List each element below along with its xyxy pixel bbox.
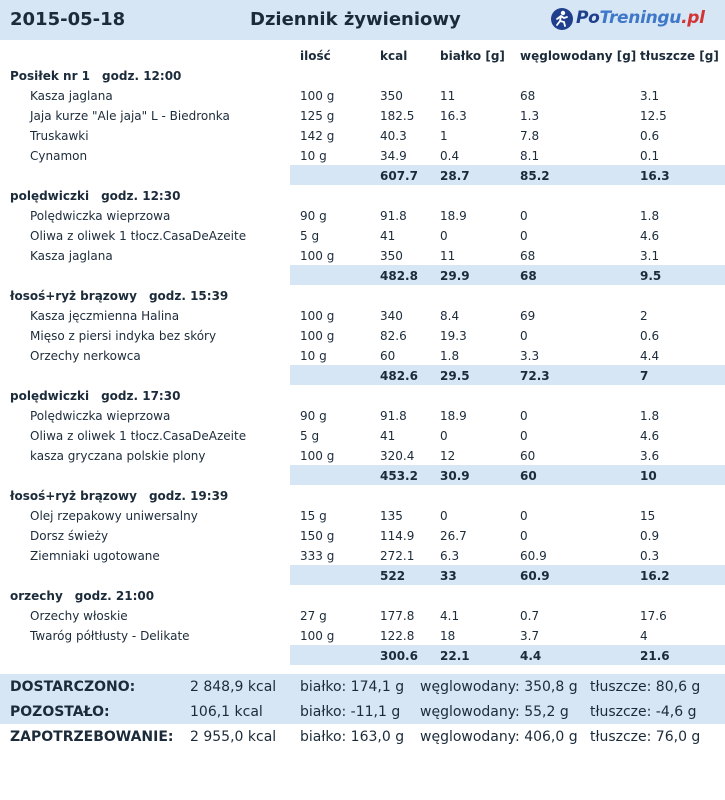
meal-header xyxy=(0,385,725,405)
summary-fat: tłuszcze: -4,6 g xyxy=(590,704,697,720)
food-protein: 16.3 xyxy=(440,109,467,123)
meal-header xyxy=(0,285,725,305)
column-carbs: węglowodany [g] xyxy=(520,49,637,63)
meal-header xyxy=(0,65,725,85)
food-fat: 4.6 xyxy=(640,229,660,243)
food-row[interactable] xyxy=(0,445,725,465)
total-kcal: 607.7 xyxy=(380,169,418,183)
food-protein: 26.7 xyxy=(440,529,467,543)
food-carbs: 3.7 xyxy=(520,629,540,643)
meal-time: godz. 12:00 xyxy=(102,69,182,83)
meal-header xyxy=(0,485,725,505)
food-row[interactable] xyxy=(0,625,725,645)
food-row[interactable] xyxy=(0,505,725,525)
summary-label: DOSTARCZONO: xyxy=(10,679,136,695)
food-name: Kasza jaglana xyxy=(30,89,113,103)
food-row[interactable] xyxy=(0,525,725,545)
food-qty: 10 g xyxy=(300,149,327,163)
food-fat: 4 xyxy=(640,629,648,643)
runner-icon xyxy=(550,7,574,31)
food-qty: 100 g xyxy=(300,449,335,463)
total-kcal: 482.6 xyxy=(380,369,418,383)
food-name: Twaróg półtłusty - Delikate xyxy=(30,629,190,643)
food-name: Ziemniaki ugotowane xyxy=(30,549,160,563)
food-row[interactable] xyxy=(0,425,725,445)
food-fat: 3.1 xyxy=(640,249,660,263)
food-kcal: 177.8 xyxy=(380,609,415,623)
food-row[interactable] xyxy=(0,305,725,325)
food-carbs: 60.9 xyxy=(520,549,547,563)
meal-time: godz. 12:30 xyxy=(101,189,181,203)
summary-row xyxy=(0,724,725,749)
food-fat: 4.4 xyxy=(640,349,660,363)
summary-row xyxy=(0,674,725,699)
summary-label: POZOSTAŁO: xyxy=(10,704,110,720)
food-fat: 17.6 xyxy=(640,609,667,623)
food-kcal: 91.8 xyxy=(380,409,407,423)
total-protein: 30.9 xyxy=(440,469,470,483)
food-protein: 12 xyxy=(440,449,456,463)
summary-label: ZAPOTRZEBOWANIE: xyxy=(10,729,174,745)
food-row[interactable] xyxy=(0,225,725,245)
logo-wordmark: PoTreningu.pl xyxy=(576,8,705,28)
food-qty: 5 g xyxy=(300,229,320,243)
food-row[interactable] xyxy=(0,125,725,145)
food-name: Oliwa z oliwek 1 tłocz.CasaDeAzeite xyxy=(30,429,247,443)
food-protein: 18.9 xyxy=(440,409,467,423)
total-protein: 22.1 xyxy=(440,649,470,663)
total-kcal: 482.8 xyxy=(380,269,418,283)
total-protein: 29.9 xyxy=(440,269,470,283)
meal-table xyxy=(0,65,725,665)
food-kcal: 91.8 xyxy=(380,209,407,223)
food-fat: 0.1 xyxy=(640,149,660,163)
food-qty: 100 g xyxy=(300,309,335,323)
total-fat: 21.6 xyxy=(640,649,670,663)
food-kcal: 34.9 xyxy=(380,149,407,163)
food-qty: 142 g xyxy=(300,129,335,143)
food-fat: 0.3 xyxy=(640,549,660,563)
column-protein: białko [g] xyxy=(440,49,505,63)
food-carbs: 0 xyxy=(520,329,528,343)
food-carbs: 0 xyxy=(520,209,528,223)
summary-carbs: węglowodany: 406,0 g xyxy=(420,729,578,745)
food-name: Jaja kurze "Ale jaja" L - Biedronka xyxy=(30,109,230,123)
food-protein: 1 xyxy=(440,129,448,143)
food-row[interactable] xyxy=(0,405,725,425)
food-fat: 12.5 xyxy=(640,109,667,123)
food-protein: 8.4 xyxy=(440,309,460,323)
meal-name: orzechy xyxy=(10,589,63,603)
meal-title xyxy=(10,489,228,503)
food-fat: 0.9 xyxy=(640,529,660,543)
meal-time: godz. 15:39 xyxy=(148,289,229,303)
food-carbs: 7.8 xyxy=(520,129,540,143)
meal-title xyxy=(10,589,154,603)
food-fat: 0.6 xyxy=(640,329,660,343)
food-row[interactable] xyxy=(0,345,725,365)
food-name: Polędwiczka wieprzowa xyxy=(30,409,171,423)
meal-name: polędwiczki xyxy=(10,389,90,403)
food-fat: 1.8 xyxy=(640,409,660,423)
food-carbs: 0 xyxy=(520,509,528,523)
food-carbs: 60 xyxy=(520,449,536,463)
food-name: Orzechy nerkowca xyxy=(30,349,141,363)
food-carbs: 0 xyxy=(520,229,528,243)
meal-name: łosoś+ryż brązowy xyxy=(10,489,137,503)
food-kcal: 350 xyxy=(380,249,403,263)
food-row[interactable] xyxy=(0,325,725,345)
food-carbs: 0.7 xyxy=(520,609,540,623)
total-protein: 29.5 xyxy=(440,369,470,383)
meal-time: godz. 21:00 xyxy=(74,589,155,603)
meal-total-row xyxy=(0,465,725,485)
summary-fat: tłuszcze: 80,6 g xyxy=(590,679,701,695)
food-fat: 15 xyxy=(640,509,656,523)
food-name: Oliwa z oliwek 1 tłocz.CasaDeAzeite xyxy=(30,229,247,243)
food-carbs: 1.3 xyxy=(520,109,540,123)
meal-total-row xyxy=(0,645,725,665)
column-kcal: kcal xyxy=(380,49,408,63)
page-header xyxy=(0,0,725,40)
food-carbs: 3.3 xyxy=(520,349,540,363)
meal-title xyxy=(10,289,228,303)
food-fat: 3.1 xyxy=(640,89,660,103)
food-name: Truskawki xyxy=(30,129,89,143)
food-protein: 18 xyxy=(440,629,456,643)
food-qty: 90 g xyxy=(300,209,327,223)
food-fat: 2 xyxy=(640,309,648,323)
food-row[interactable] xyxy=(0,545,725,565)
food-protein: 18.9 xyxy=(440,209,467,223)
food-kcal: 320.4 xyxy=(380,449,415,463)
food-row[interactable] xyxy=(0,605,725,625)
meal-name: polędwiczki xyxy=(10,189,90,203)
meal-time: godz. 17:30 xyxy=(101,389,181,403)
food-row[interactable] xyxy=(0,205,725,225)
total-carbs: 60 xyxy=(520,469,537,483)
total-carbs: 68 xyxy=(520,269,537,283)
food-protein: 0 xyxy=(440,429,448,443)
total-kcal: 522 xyxy=(380,569,406,583)
total-carbs: 72.3 xyxy=(520,369,550,383)
food-carbs: 0 xyxy=(520,529,528,543)
food-kcal: 182.5 xyxy=(380,109,415,123)
total-carbs: 4.4 xyxy=(520,649,542,663)
food-qty: 333 g xyxy=(300,549,335,563)
food-name: Mięso z piersi indyka bez skóry xyxy=(30,329,217,343)
food-fat: 0.6 xyxy=(640,129,660,143)
food-kcal: 41 xyxy=(380,229,396,243)
column-qty: ilość xyxy=(300,49,331,63)
food-protein: 4.1 xyxy=(440,609,460,623)
food-kcal: 272.1 xyxy=(380,549,415,563)
food-row[interactable] xyxy=(0,145,725,165)
food-protein: 0 xyxy=(440,509,448,523)
potreningu-logo[interactable] xyxy=(550,4,720,34)
food-row[interactable] xyxy=(0,85,725,105)
food-kcal: 114.9 xyxy=(380,529,415,543)
total-fat: 16.3 xyxy=(640,169,670,183)
summary-carbs: węglowodany: 350,8 g xyxy=(420,679,578,695)
meal-title xyxy=(10,389,180,403)
meal-name: łosoś+ryż brązowy xyxy=(10,289,137,303)
meal-name: Posiłek nr 1 xyxy=(10,69,91,83)
total-fat: 10 xyxy=(640,469,657,483)
food-protein: 19.3 xyxy=(440,329,467,343)
summary-protein: białko: 174,1 g xyxy=(300,679,405,695)
meal-total-band xyxy=(290,365,725,385)
meal-total-row xyxy=(0,565,725,585)
food-kcal: 135 xyxy=(380,509,403,523)
food-carbs: 0 xyxy=(520,429,528,443)
total-fat: 7 xyxy=(640,369,649,383)
meal-title xyxy=(10,69,181,83)
meal-total-band xyxy=(290,465,725,485)
food-kcal: 40.3 xyxy=(380,129,407,143)
meal-total-row xyxy=(0,165,725,185)
food-kcal: 340 xyxy=(380,309,403,323)
total-kcal: 453.2 xyxy=(380,469,418,483)
food-qty: 150 g xyxy=(300,529,335,543)
food-name: Orzechy włoskie xyxy=(30,609,128,623)
food-row[interactable] xyxy=(0,105,725,125)
food-name: Dorsz świeży xyxy=(30,529,109,543)
food-fat: 4.6 xyxy=(640,429,660,443)
food-carbs: 69 xyxy=(520,309,536,323)
food-protein: 0 xyxy=(440,229,448,243)
food-carbs: 8.1 xyxy=(520,149,540,163)
food-name: Polędwiczka wieprzowa xyxy=(30,209,171,223)
food-name: Kasza jęczmienna Halina xyxy=(30,309,180,323)
food-qty: 90 g xyxy=(300,409,327,423)
total-protein: 28.7 xyxy=(440,169,470,183)
food-name: kasza gryczana polskie plony xyxy=(30,449,206,463)
total-carbs: 85.2 xyxy=(520,169,550,183)
total-protein: 33 xyxy=(440,569,457,583)
summary-protein: białko: -11,1 g xyxy=(300,704,401,720)
food-row[interactable] xyxy=(0,245,725,265)
total-kcal: 300.6 xyxy=(380,649,418,663)
food-qty: 100 g xyxy=(300,249,335,263)
total-fat: 16.2 xyxy=(640,569,670,583)
summary-row xyxy=(0,699,725,724)
food-qty: 27 g xyxy=(300,609,327,623)
food-protein: 11 xyxy=(440,89,456,103)
food-carbs: 0 xyxy=(520,409,528,423)
food-protein: 1.8 xyxy=(440,349,460,363)
diary-date: 2015-05-18 xyxy=(10,9,126,30)
summary-kcal: 2 848,9 kcal xyxy=(190,679,277,695)
food-kcal: 122.8 xyxy=(380,629,415,643)
column-fat: tłuszcze [g] xyxy=(640,49,719,63)
food-qty: 5 g xyxy=(300,429,320,443)
food-qty: 10 g xyxy=(300,349,327,363)
food-qty: 125 g xyxy=(300,109,335,123)
total-carbs: 60.9 xyxy=(520,569,550,583)
page-title: Dziennik żywieniowy xyxy=(250,9,461,30)
meal-header xyxy=(0,185,725,205)
food-kcal: 350 xyxy=(380,89,403,103)
meal-time: godz. 19:39 xyxy=(148,489,229,503)
summary-carbs: węglowodany: 55,2 g xyxy=(420,704,569,720)
food-carbs: 68 xyxy=(520,249,536,263)
meal-total-row xyxy=(0,265,725,285)
summary-fat: tłuszcze: 76,0 g xyxy=(590,729,701,745)
food-qty: 100 g xyxy=(300,89,335,103)
food-qty: 15 g xyxy=(300,509,327,523)
food-kcal: 60 xyxy=(380,349,396,363)
summary-kcal: 106,1 kcal xyxy=(190,704,263,720)
meal-title xyxy=(10,189,180,203)
food-protein: 0.4 xyxy=(440,149,460,163)
food-name: Olej rzepakowy uniwersalny xyxy=(30,509,198,523)
food-fat: 1.8 xyxy=(640,209,660,223)
food-protein: 11 xyxy=(440,249,456,263)
food-protein: 6.3 xyxy=(440,549,460,563)
food-kcal: 82.6 xyxy=(380,329,407,343)
food-qty: 100 g xyxy=(300,629,335,643)
food-kcal: 41 xyxy=(380,429,396,443)
summary-kcal: 2 955,0 kcal xyxy=(190,729,277,745)
summary-protein: białko: 163,0 g xyxy=(300,729,405,745)
food-name: Kasza jaglana xyxy=(30,249,113,263)
food-name: Cynamon xyxy=(30,149,88,163)
meal-total-row xyxy=(0,365,725,385)
food-fat: 3.6 xyxy=(640,449,660,463)
meal-header xyxy=(0,585,725,605)
food-qty: 100 g xyxy=(300,329,335,343)
total-fat: 9.5 xyxy=(640,269,662,283)
food-carbs: 68 xyxy=(520,89,536,103)
